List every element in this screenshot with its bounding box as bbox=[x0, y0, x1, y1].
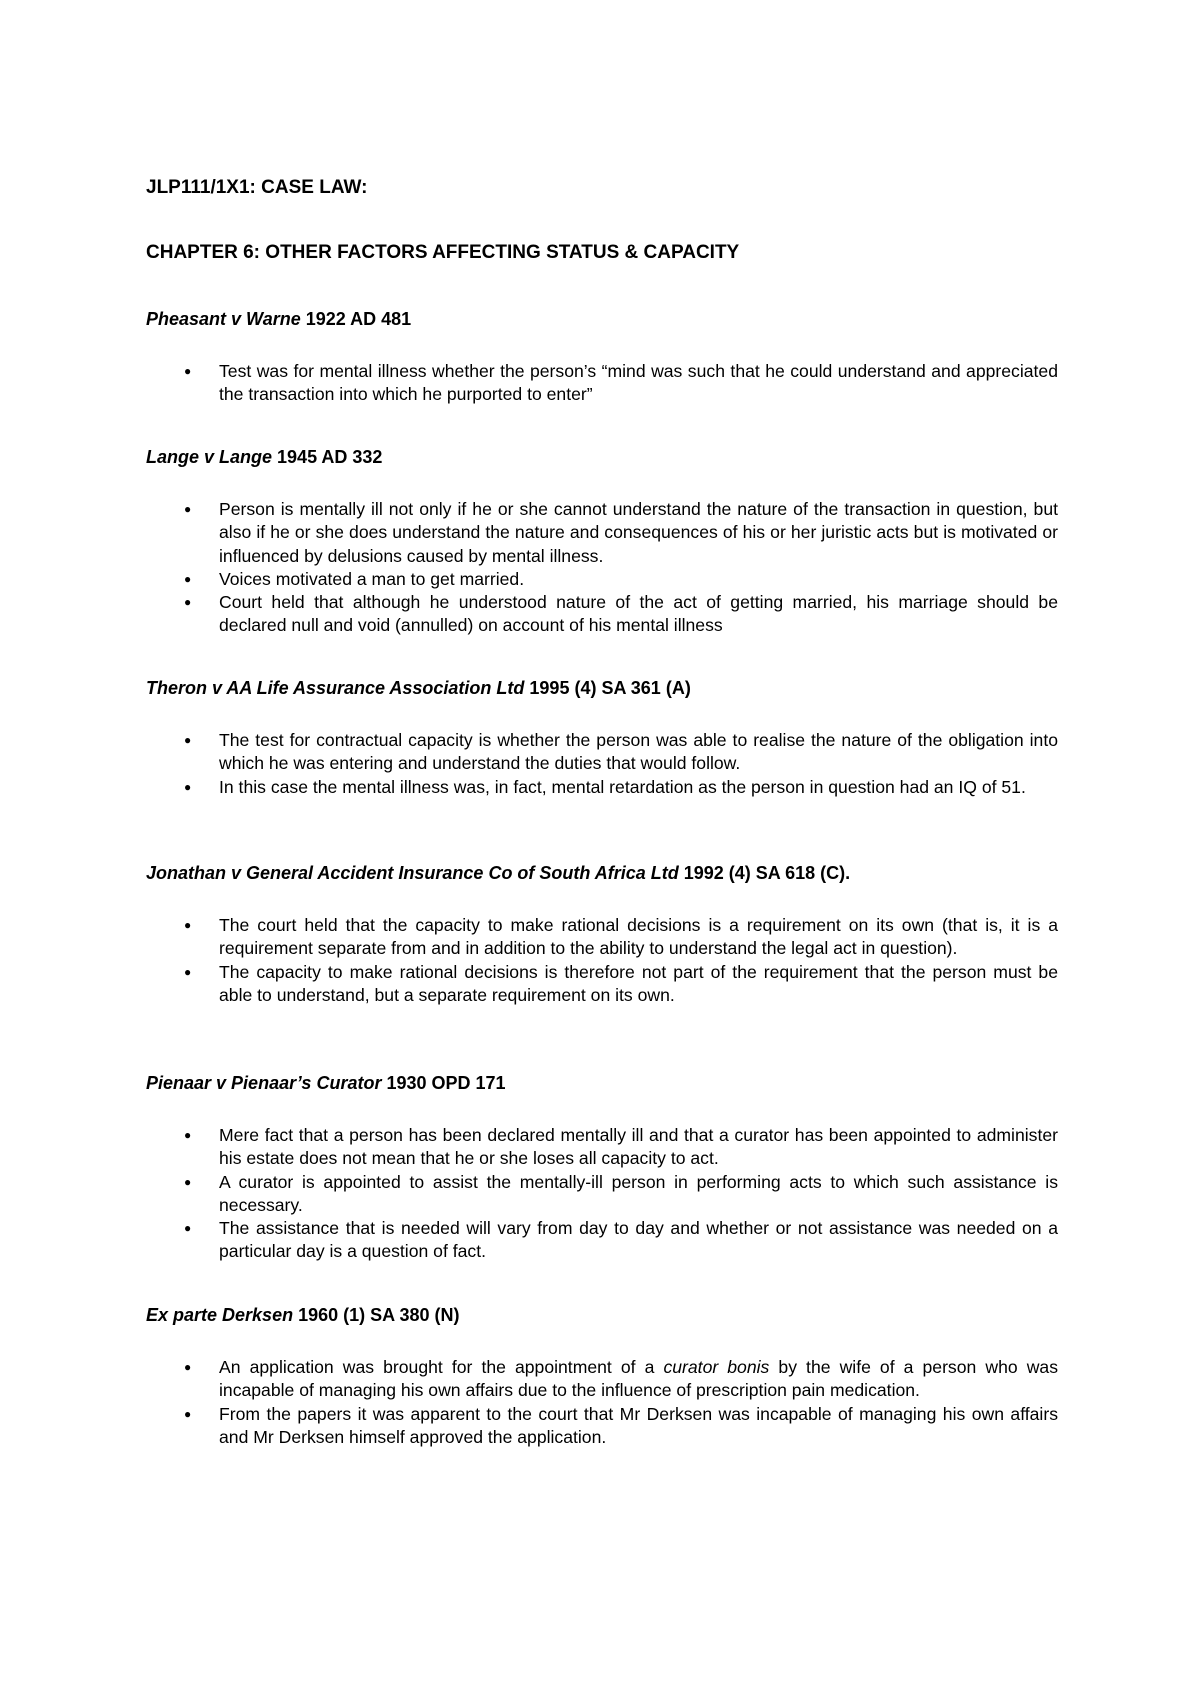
case-points bbox=[146, 729, 1058, 799]
case-points bbox=[146, 1124, 1058, 1264]
document-title: JLP111/1X1: CASE LAW: bbox=[146, 177, 368, 198]
point-text: In this case the mental illness was, in fact, mental retardation as the person in question had an IQ of 51. bbox=[219, 776, 1026, 797]
case-name: Pienaar v Pienaar’s Curator bbox=[146, 1073, 382, 1093]
bullet-icon: ● bbox=[184, 595, 192, 610]
chapter-title: CHAPTER 6: OTHER FACTORS AFFECTING STATUS & CAPACITY bbox=[146, 242, 740, 263]
case-citation: 1995 (4) SA 361 (A) bbox=[524, 678, 691, 698]
case-name: Lange v Lange bbox=[146, 447, 273, 467]
curator-bonis-term: curator bonis bbox=[663, 1357, 770, 1377]
list-item bbox=[146, 498, 1058, 568]
bullet-icon: ● bbox=[184, 1128, 192, 1142]
bullet-icon: ● bbox=[184, 364, 192, 378]
bullet-icon: ● bbox=[184, 1174, 192, 1189]
list-item bbox=[146, 776, 1058, 799]
list-item bbox=[146, 1217, 1058, 1264]
case-heading bbox=[146, 308, 1058, 330]
list-item bbox=[146, 568, 1058, 591]
case-points bbox=[146, 360, 1058, 407]
bullet-icon: ● bbox=[184, 1221, 192, 1236]
point-text: The court held that the capacity to make rational decisions is a requirement on its own (that is, it is a requirement separate from and in addition to the ability to understand the legal act in question). bbox=[219, 915, 1058, 959]
case-citation: 1922 AD 481 bbox=[300, 309, 412, 329]
list-item bbox=[146, 1124, 1058, 1171]
bullet-icon: ● bbox=[184, 733, 192, 747]
list-item bbox=[146, 914, 1058, 961]
list-item bbox=[146, 1403, 1058, 1450]
case-points bbox=[146, 914, 1058, 1007]
case-name: Jonathan v General Accident Insurance Co of South Africa Ltd bbox=[146, 863, 679, 883]
point-text: The test for contractual capacity is whether the person was able to realise the nature of the obligation into which he was entering and understand the duties that would follow. bbox=[219, 730, 1058, 774]
case-section bbox=[146, 677, 1058, 799]
bullet-icon: ● bbox=[184, 1360, 192, 1374]
case-points bbox=[146, 1356, 1058, 1449]
case-heading bbox=[146, 446, 1058, 468]
case-heading bbox=[146, 862, 1058, 884]
case-section bbox=[146, 862, 1058, 1007]
case-citation: 1945 AD 332 bbox=[272, 447, 383, 467]
bullet-icon: ● bbox=[184, 502, 192, 516]
point-text bbox=[219, 1357, 1058, 1400]
point-text-before: An application was brought for the appointment of a bbox=[219, 1357, 664, 1377]
case-heading bbox=[146, 677, 1058, 699]
case-heading bbox=[146, 1304, 1058, 1326]
bullet-icon: ● bbox=[184, 918, 192, 932]
case-points bbox=[146, 498, 1058, 638]
list-item bbox=[146, 729, 1058, 776]
bullet-icon: ● bbox=[184, 1406, 192, 1421]
case-section bbox=[146, 446, 1058, 638]
bullet-icon: ● bbox=[184, 571, 192, 586]
case-name: Pheasant v Warne bbox=[146, 309, 301, 329]
point-text: Court held that although he understood nature of the act of getting married, his marriage should be declared null and void (annulled) on account of his mental illness bbox=[219, 592, 1058, 636]
list-item bbox=[146, 360, 1058, 407]
point-text: Test was for mental illness whether the person’s “mind was such that he could understand and appreciated the transaction into which he purported to enter” bbox=[219, 361, 1058, 405]
list-item bbox=[146, 1356, 1058, 1403]
list-item bbox=[146, 961, 1058, 1008]
case-name: Theron v AA Life Assurance Association Ltd bbox=[146, 678, 525, 698]
point-text-after: by the wife of a person who was incapable of managing his own affairs due to the influence of prescription pain medication. bbox=[219, 1357, 1058, 1401]
case-section bbox=[146, 308, 1058, 407]
point-text: Mere fact that a person has been declared mentally ill and that a curator has been appointed to administer his estate does not mean that he or she loses all capacity to act. bbox=[219, 1125, 1058, 1169]
case-citation: 1992 (4) SA 618 (C). bbox=[678, 863, 851, 883]
case-section bbox=[146, 1072, 1058, 1264]
bullet-icon: ● bbox=[184, 779, 192, 794]
point-text: A curator is appointed to assist the mentally-ill person in performing acts to which such assistance is necessary. bbox=[219, 1171, 1058, 1215]
case-heading bbox=[146, 1072, 1058, 1094]
point-text: The assistance that is needed will vary from day to day and whether or not assistance was needed on a particular day is a question of fact. bbox=[219, 1218, 1058, 1262]
bullet-icon: ● bbox=[184, 964, 192, 979]
point-text: Person is mentally ill not only if he or she cannot understand the nature of the transaction in question, but also if he or she does understand the nature and consequences of his or her juristic acts but is motivated or influenced by delusions caused by mental illness. bbox=[219, 499, 1058, 566]
list-item bbox=[146, 591, 1058, 638]
list-item bbox=[146, 1171, 1058, 1218]
point-text: Voices motivated a man to get married. bbox=[219, 568, 525, 589]
point-text: The capacity to make rational decisions is therefore not part of the requirement that the person must be able to understand, but a separate requirement on its own. bbox=[219, 961, 1058, 1005]
case-name: Ex parte Derksen bbox=[146, 1305, 294, 1325]
case-section bbox=[146, 1304, 1058, 1449]
point-text: From the papers it was apparent to the court that Mr Derksen was incapable of managing his own affairs and Mr Derksen himself approved the application. bbox=[219, 1403, 1058, 1447]
case-citation: 1930 OPD 171 bbox=[381, 1073, 506, 1093]
case-citation: 1960 (1) SA 380 (N) bbox=[293, 1305, 460, 1325]
